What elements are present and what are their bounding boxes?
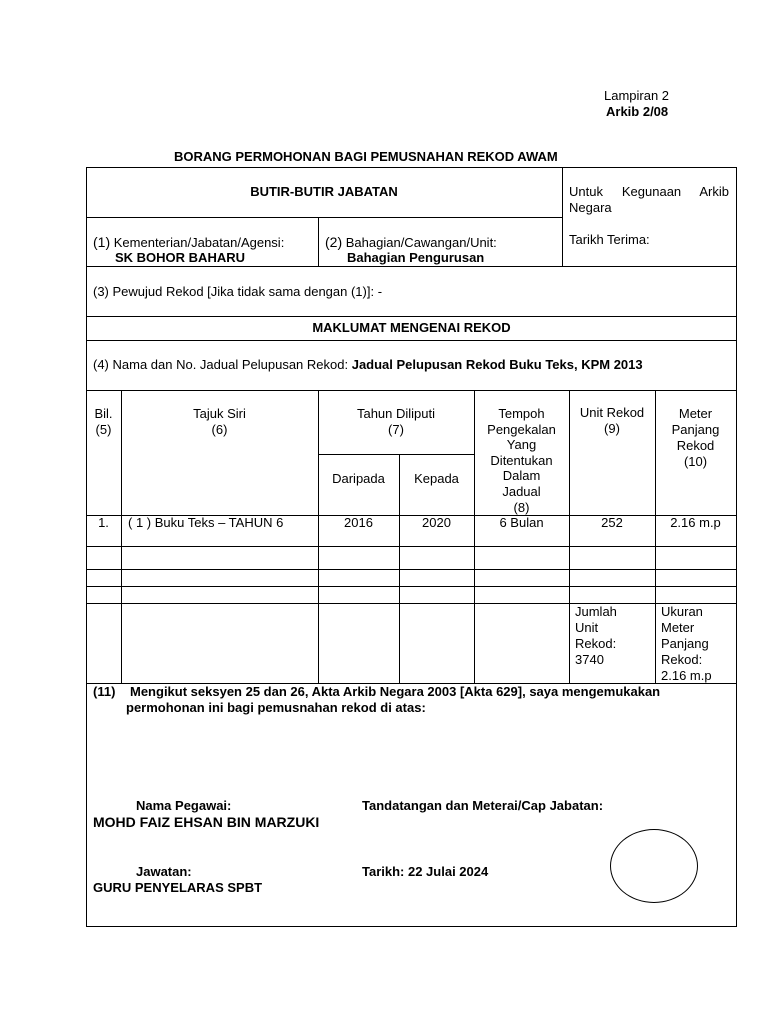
declaration-line-1: Mengikut seksyen 25 dan 26, Akta Arkib Negara 2003 [Akta 629], saya mengemukakan (130, 684, 661, 699)
nama-pegawai-value: MOHD FAIZ EHSAN BIN MARZUKI (93, 814, 320, 830)
frame-left-line (86, 167, 87, 927)
table-row-line (86, 603, 737, 604)
jadual-value: Jadual Pelupusan Rekod Buku Teks, KPM 2013 (351, 357, 643, 372)
kementerian-value: SK BOHOR BAHARU (115, 250, 245, 265)
col-daripada-header: Daripada (332, 471, 385, 486)
jumlah-unit-rekod: Jumlah Unit Rekod: 3740 (575, 604, 617, 667)
col-unit-header: Unit Rekod (9) (579, 405, 645, 436)
tarikh-terima-label: Tarikh Terima: (569, 232, 650, 247)
maklumat-heading: MAKLUMAT MENGENAI REKOD (312, 320, 511, 335)
arkib-reference: Arkib 2/08 (606, 104, 669, 119)
tarikh-value: Tarikh: 22 Julai 2024 (362, 864, 489, 879)
col-kepada-header: Kepada (414, 471, 459, 486)
tandatangan-label: Tandatangan dan Meterai/Cap Jabatan: (362, 798, 604, 813)
col-tajuk-header: Tajuk Siri (6) (193, 406, 246, 437)
table-row-line (86, 546, 737, 547)
divider-line (318, 217, 319, 267)
pewujud-rekod-label: (3) Pewujud Rekod [Jika tidak sama dengan (1)]: - (93, 284, 383, 299)
jawatan-label: Jawatan: (136, 864, 192, 879)
frame-right-line (736, 167, 737, 927)
jadual-label: (4) Nama dan No. Jadual Pelupusan Rekod: (93, 357, 349, 372)
row1-kepada: 2020 (422, 515, 451, 530)
col-tempoh-header: Tempoh Pengekalan Yang Ditentukan Dalam Jadual (8) (487, 406, 556, 515)
lampiran-label: Lampiran 2 (604, 88, 670, 103)
row1-tajuk: ( 1 ) Buku Teks – TAHUN 6 (128, 515, 284, 530)
jadual-pelupusan (93, 357, 643, 373)
bahagian-value: Bahagian Pengurusan (347, 250, 485, 265)
declaration-number: (11) (93, 684, 116, 699)
kementerian-label: (1) Kementerian/Jabatan/Agensi: (93, 234, 285, 250)
row1-tempoh: 6 Bulan (499, 515, 544, 530)
cap-jabatan-circle (610, 829, 698, 903)
divider-line (86, 316, 737, 317)
frame-top-line (86, 167, 737, 168)
row1-unit: 252 (601, 515, 623, 530)
bahagian-label: (2) Bahagian/Cawangan/Unit: (325, 234, 497, 250)
row1-bil: 1. (98, 515, 109, 530)
table-row-line (318, 454, 474, 455)
untuk-kegunaan-label: Untuk Kegunaan Arkib Negara (569, 184, 729, 215)
ukuran-meter-panjang: Ukuran Meter Panjang Rekod: 2.16 m.p (661, 604, 712, 683)
table-row-line (86, 569, 737, 570)
butir-heading: BUTIR-BUTIR JABATAN (250, 184, 398, 199)
frame-bottom-line (86, 926, 737, 927)
jawatan-value: GURU PENYELARAS SPBT (93, 880, 263, 895)
table-row-line (86, 586, 737, 587)
divider-line (86, 217, 562, 218)
col-bil-header: Bil. (5) (94, 406, 113, 437)
col-tahun-header: Tahun Diliputi (7) (356, 406, 436, 437)
form-title: BORANG PERMOHONAN BAGI PEMUSNAHAN REKOD AWAM (174, 149, 558, 164)
divider-line (86, 390, 737, 391)
col-meter-header: Meter Panjang Rekod (10) (671, 406, 720, 469)
divider-line (562, 167, 563, 267)
row1-meter: 2.16 m.p (670, 515, 721, 530)
declaration-line-2: permohonan ini bagi pemusnahan rekod di atas: (126, 700, 426, 715)
nama-pegawai-label: Nama Pegawai: (136, 798, 232, 813)
divider-line (86, 340, 737, 341)
row1-daripada: 2016 (344, 515, 373, 530)
divider-line (86, 266, 737, 267)
